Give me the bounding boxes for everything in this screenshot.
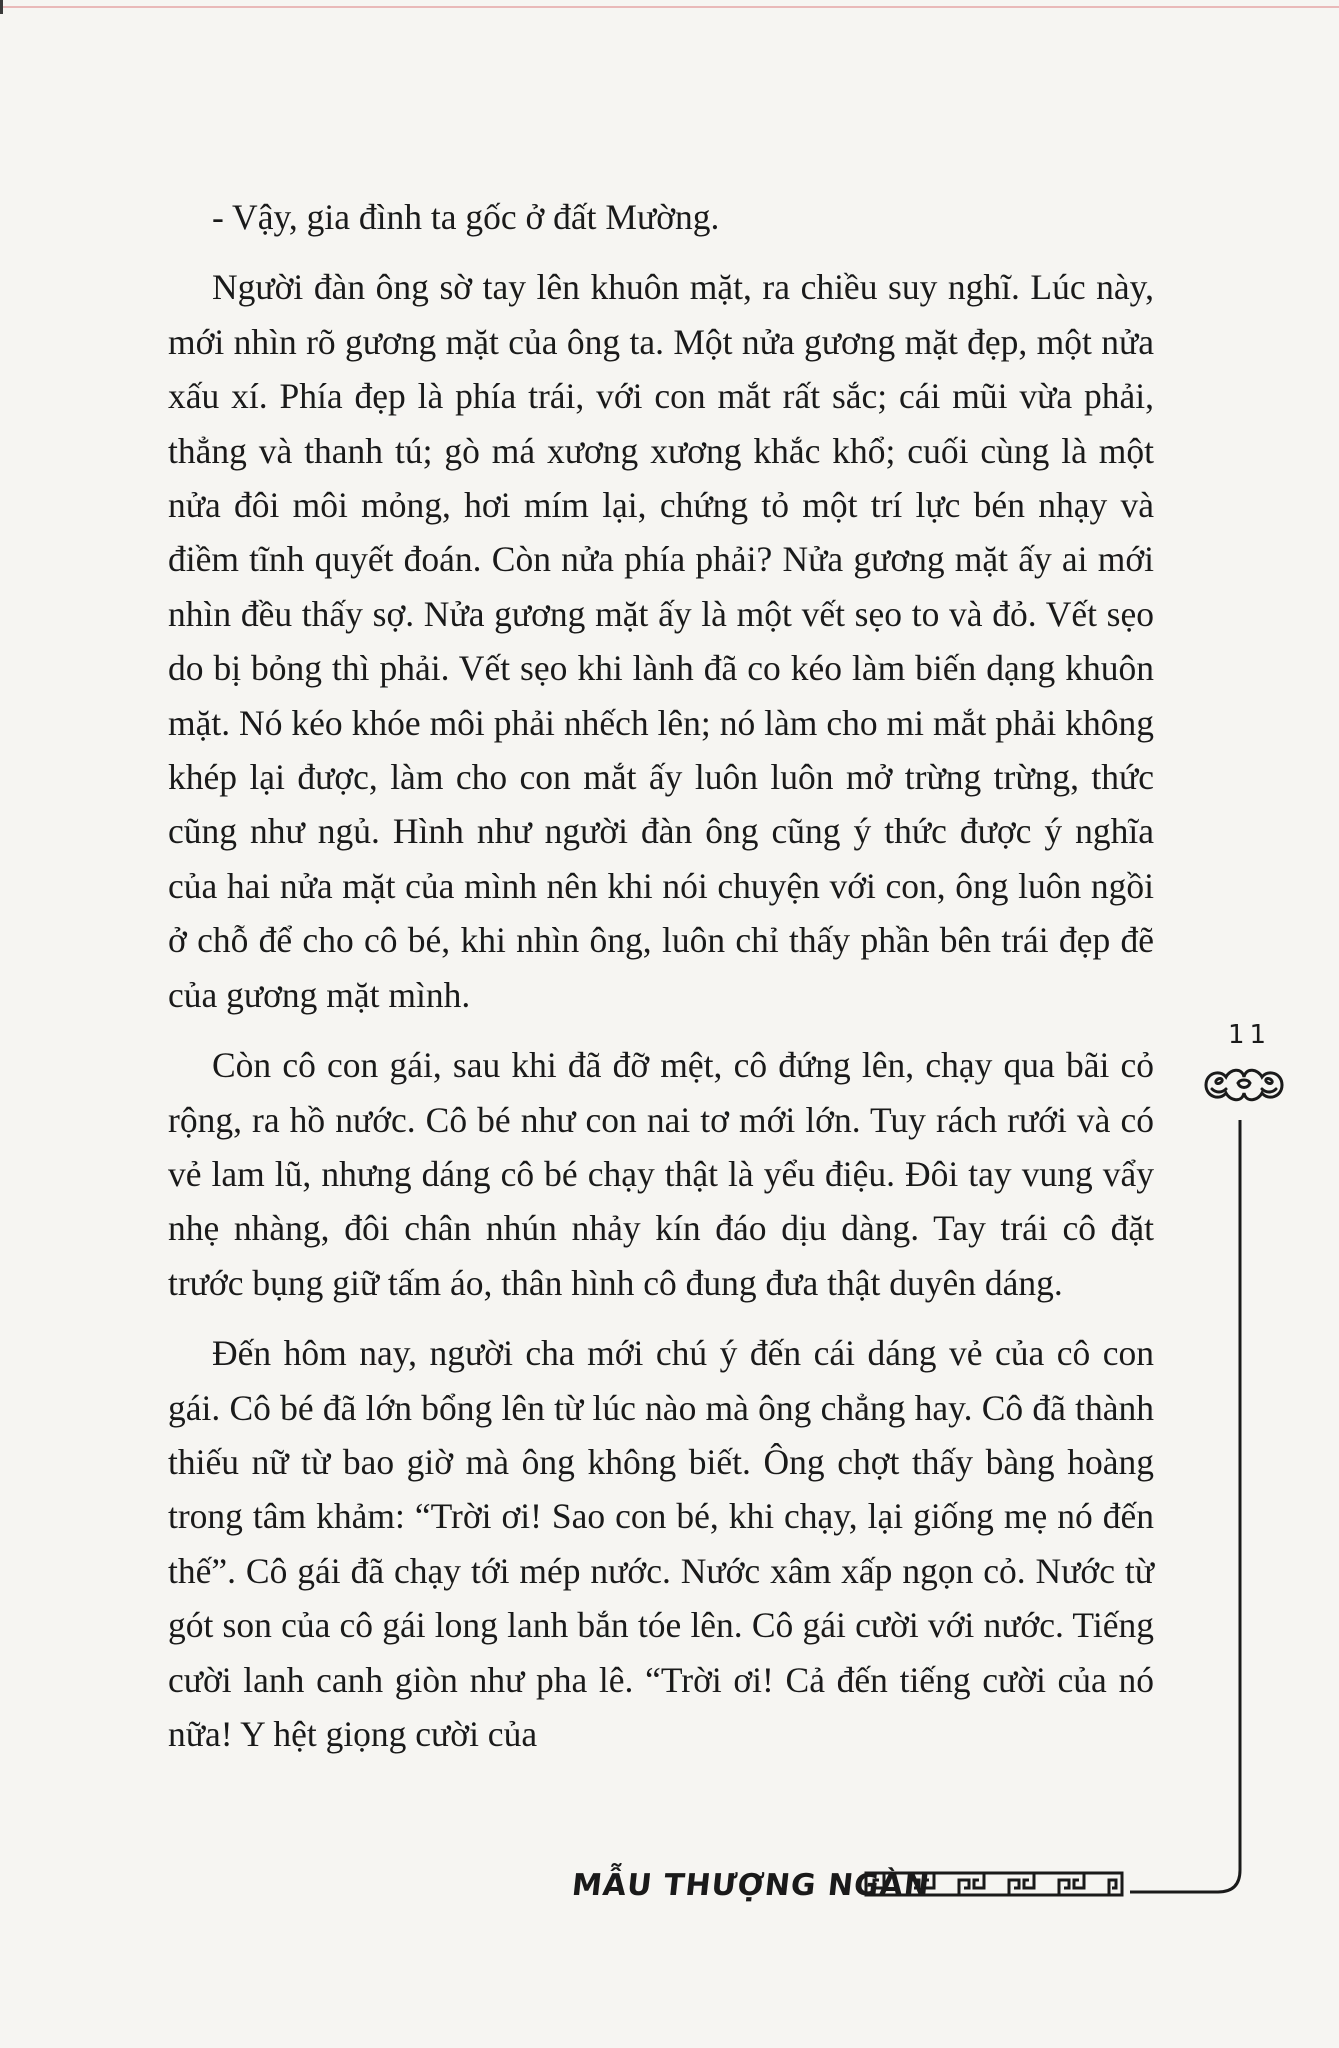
cloud-scroll-ornament-icon [1198, 1055, 1290, 1115]
page-number: 11 [1228, 1020, 1272, 1050]
body-text [168, 190, 1154, 1761]
footer-book-title: MẪU THƯỢNG NGÀN [570, 1868, 932, 1903]
paragraph-2: Người đàn ông sờ tay lên khuôn mặt, ra chiều suy nghĩ. Lúc này, mới nhìn rõ gương mặt của ông ta. Một nửa gương mặt đẹp, một nửa xấu xí. Phía đẹp là phía trái, với con mắt rất sắc; cái mũi vừa phải, thẳng và thanh tú; gò má xương xương khắc khổ; cuối cùng là một nửa đôi môi mỏng, hơi mím lại, chứng tỏ một trí lực bén nhạy và điềm tĩnh quyết đoán. Còn nửa phía phải? Nửa gương mặt ấy ai mới nhìn đều thấy sợ. Nửa gương mặt ấy là một vết sẹo to và đỏ. Vết sẹo do bị bỏng thì phải. Vết sẹo khi lành đã co kéo làm biến dạng khuôn mặt. Nó kéo khóe môi phải nhếch lên; nó làm cho mi mắt phải không khép lại được, làm cho con mắt ấy luôn luôn mở trừng trừng, thức cũng như ngủ. Hình như người đàn ông cũng ý thức được ý nghĩa của hai nửa mặt của mình nên khi nói chuyện với con, ông luôn ngồi ở chỗ để cho cô bé, khi nhìn ông, luôn chỉ thấy phần bên trái đẹp đẽ của gương mặt mình. [168, 267, 1154, 1015]
top-rule [0, 6, 1339, 8]
paragraph-1: - Vậy, gia đình ta gốc ở đất Mường. [212, 197, 720, 237]
paragraph-3: Còn cô con gái, sau khi đã đỡ mệt, cô đứng lên, chạy qua bãi cỏ rộng, ra hồ nước. Cô bé như con nai tơ mới lớn. Tuy rách rưới và có vẻ lam lũ, nhưng dáng cô bé chạy thật là yểu điệu. Đôi tay vung vẩy nhẹ nhàng, đôi chân nhún nhảy kín đáo dịu dàng. Tay trái cô đặt trước bụng giữ tấm áo, thân hình cô đung đưa thật duyên dáng. [168, 1045, 1154, 1303]
paragraph-4: Đến hôm nay, người cha mới chú ý đến cái dáng vẻ của cô con gái. Cô bé đã lớn bổng lên từ lúc nào mà ông chẳng hay. Cô đã thành thiếu nữ từ bao giờ mà ông không biết. Ông chợt thấy bàng hoàng trong tâm khảm: “Trời ơi! Sao con bé, khi chạy, lại giống mẹ nó đến thế”. Cô gái đã chạy tới mép nước. Nước xâm xấp ngọn cỏ. Nước từ gót son của cô gái long lanh bắn tóe lên. Cô gái cười với nước. Tiếng cười lanh canh giòn như pha lê. “Trời ơi! Cả đến tiếng cười của nó nữa! Y hệt giọng cười của [168, 1333, 1154, 1754]
greek-key-border-icon [864, 1870, 1124, 1898]
corner-mark [0, 0, 17, 14]
